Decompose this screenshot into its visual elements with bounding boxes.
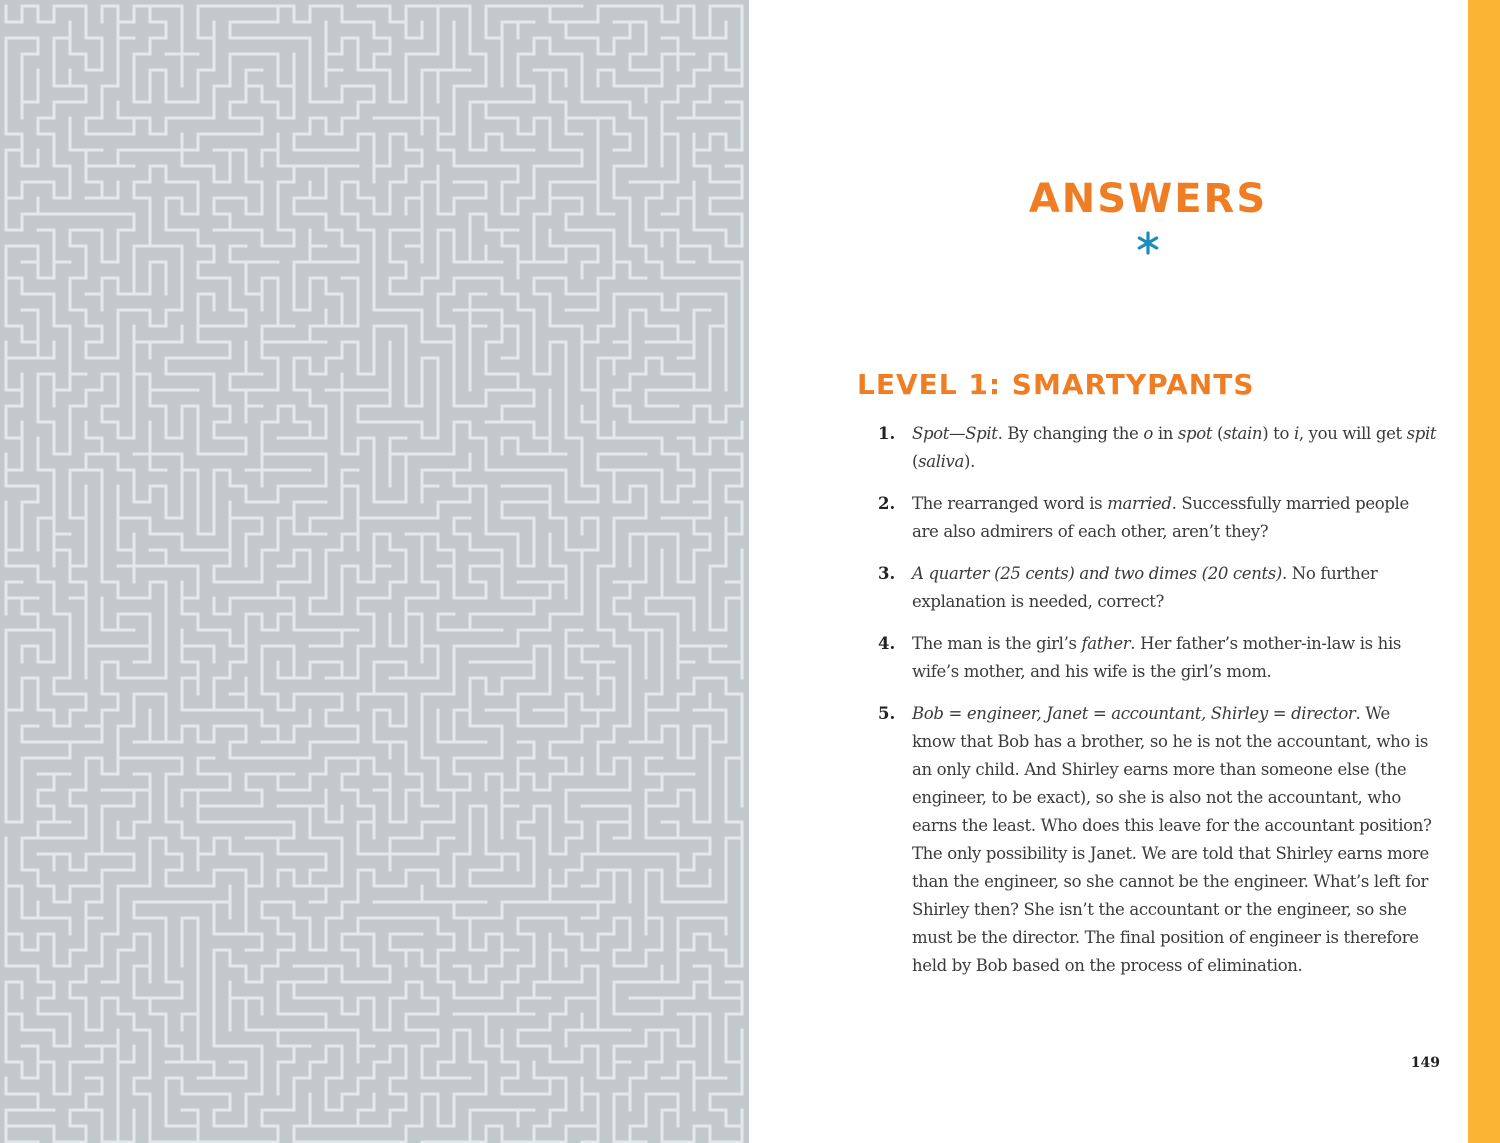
- answer-text: The rearranged word is married. Successfully married people are also admirers of each other, aren’t they?: [912, 494, 1409, 541]
- answer-item: [878, 560, 1438, 616]
- page-title: ANSWERS: [1028, 176, 1268, 222]
- answer-number: 1.: [878, 424, 896, 443]
- answer-number: 2.: [878, 494, 896, 513]
- answer-text: The man is the girl’s father. Her father’s mother-in-law is his wife’s mother, and his wife is the girl’s mom.: [912, 634, 1402, 681]
- maze-pattern-panel: [0, 0, 749, 1143]
- answer-number: 5.: [878, 704, 896, 723]
- answer-item: [878, 420, 1438, 476]
- answer-text: A quarter (25 cents) and two dimes (20 cents). No further explanation is needed, correct?: [912, 564, 1378, 611]
- answer-number: 4.: [878, 634, 896, 653]
- answer-item: [878, 630, 1438, 686]
- answer-number: 3.: [878, 564, 896, 583]
- maze-lines: [6, 6, 742, 1142]
- section-heading: LEVEL 1: SMARTYPANTS: [857, 368, 1255, 401]
- answer-item: [878, 490, 1438, 546]
- page-number: 149: [1410, 1055, 1440, 1071]
- answer-list: [878, 420, 1438, 994]
- maze-pattern: [0, 0, 749, 1143]
- answer-text: Spot—Spit. By changing the o in spot (stain) to i, you will get spit (saliva).: [912, 424, 1437, 471]
- page-edge-strip: [1468, 0, 1500, 1143]
- answer-text: Bob = engineer, Janet = accountant, Shirley = director. We know that Bob has a brother, so he is not the accountant, who is an only child. And Shirley earns more than someone else (the engineer, to be exact), so she is also not the accountant, who earns the least. Who does this leave for the accountant position? The only possibility is Janet. We are told that Shirley earns more than the engineer, so she cannot be the engineer. What’s left for Shirley then? She isn’t the accountant or the engineer, so she must be the director. The final position of engineer is therefore held by Bob based on the process of elimination.: [912, 704, 1432, 975]
- asterisk-icon: [1136, 231, 1160, 255]
- answer-item: [878, 700, 1438, 980]
